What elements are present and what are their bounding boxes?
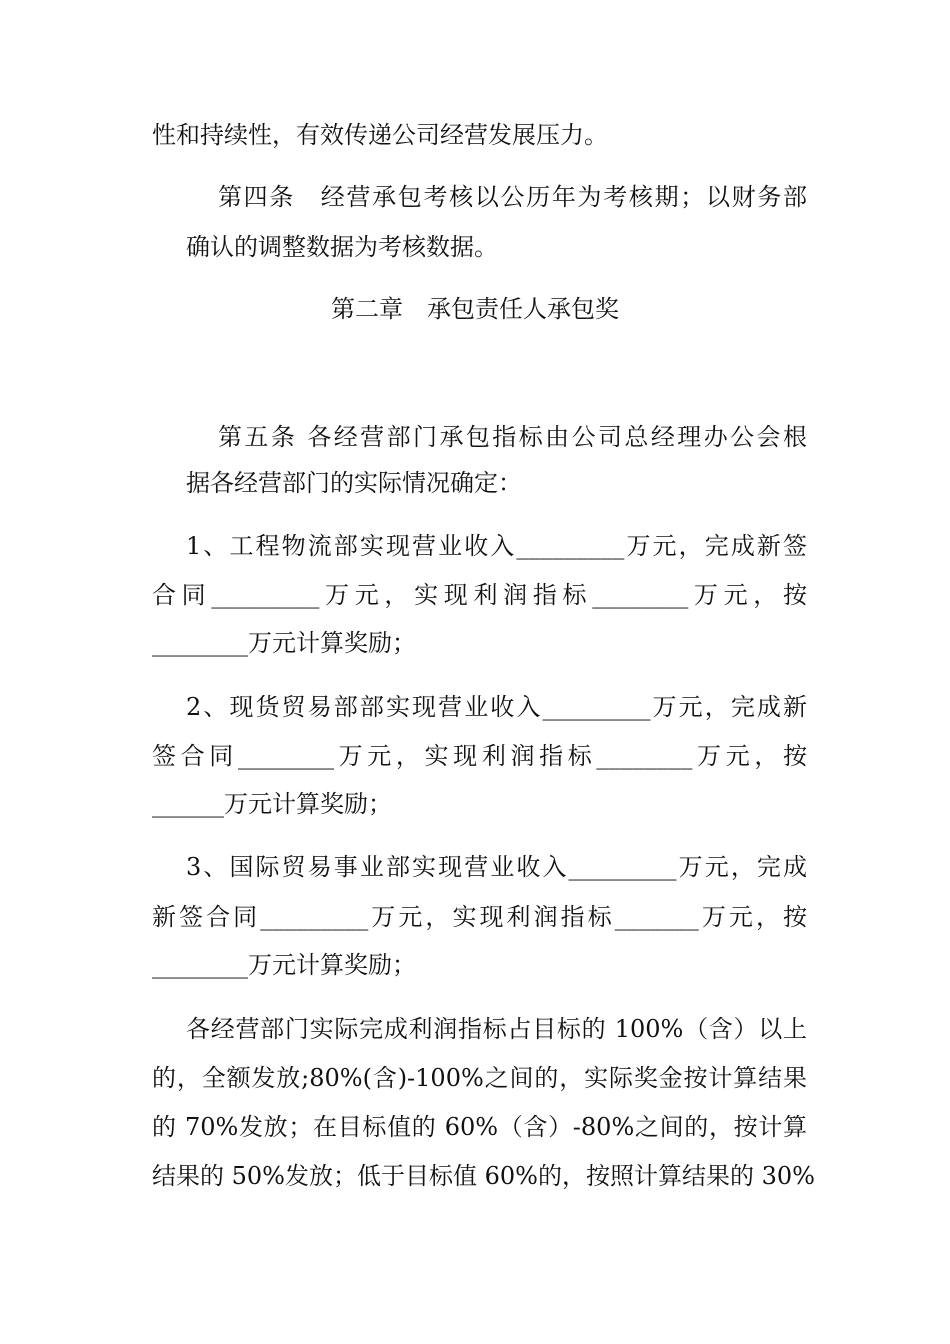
article-5-line-2: 据各经营部门的实际情况确定：: [186, 469, 522, 497]
article-5-line-1: 第五条 各经营部门承包指标由公司总经理办公会根: [218, 423, 807, 451]
item-2-line-2: 签合同________万元，实现利润指标________万元，按: [152, 742, 807, 770]
item-3-line-2: 新签合同_________万元，实现利润指标_______万元，按: [152, 903, 807, 931]
article-4-line-1: 第四条 经营承包考核以公历年为考核期；以财务部: [218, 183, 807, 211]
chapter-2-heading: 第二章 承包责任人承包奖: [331, 295, 619, 323]
article-4-line-2: 确认的调整数据为考核数据。: [186, 233, 498, 261]
item-1-line-3: ________万元计算奖励；: [152, 629, 416, 657]
item-1-line-2: 合同_________万元，实现利润指标________万元，按: [152, 581, 807, 609]
item-2-line-3: ______万元计算奖励；: [152, 790, 392, 818]
rule-line-4: 结果的 50%发放；低于目标值 60%的，按照计算结果的 30%: [152, 1162, 815, 1190]
item-3-line-1: 3、国际贸易事业部实现营业收入_________万元，完成: [186, 853, 807, 881]
paragraph-continuation: 性和持续性，有效传递公司经营发展压力。: [152, 121, 608, 149]
item-3-line-3: ________万元计算奖励；: [152, 951, 416, 979]
item-2-line-1: 2、现货贸易部部实现营业收入_________万元，完成新: [186, 693, 807, 721]
rule-line-3: 的 70%发放；在目标值的 60%（含）-80%之间的，按计算: [152, 1113, 807, 1141]
item-1-line-1: 1、工程物流部实现营业收入_________万元，完成新签: [186, 532, 807, 560]
rule-line-1: 各经营部门实际完成利润指标占目标的 100%（含）以上: [186, 1015, 807, 1043]
rule-line-2: 的，全额发放;80%(含)-100%之间的，实际奖金按计算结果: [152, 1064, 807, 1092]
